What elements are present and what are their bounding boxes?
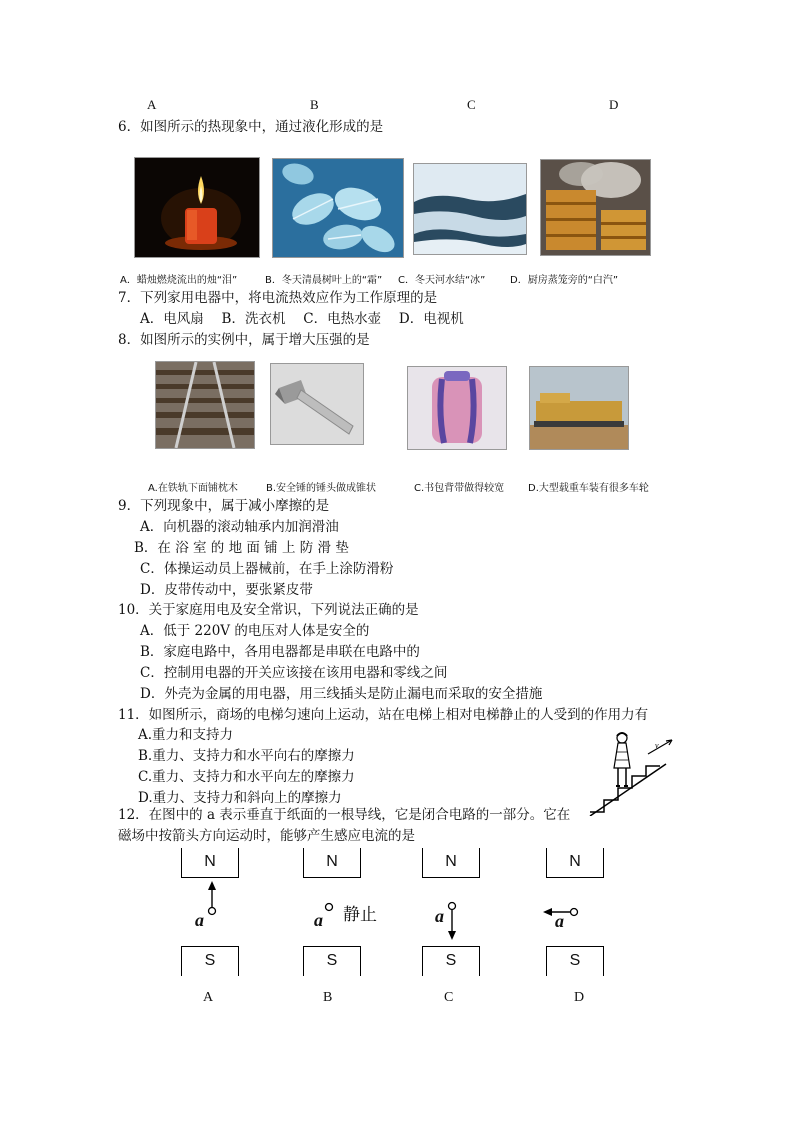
q10-option-d: D．外壳为金属的用电器，用三线插头是防止漏电而采取的安全措施 <box>140 686 543 702</box>
q6-caption-d: D．厨房蒸笼旁的“白汽” <box>510 275 619 286</box>
magnet-south-a: S <box>181 946 239 976</box>
heavy-truck-photo <box>529 366 629 450</box>
q10-option-a: A．低于 220V 的电压对人体是安全的 <box>140 623 370 639</box>
q12-label-c: C <box>444 990 454 1005</box>
q10-option-c: C．控制用电器的开关应该接在该用电器和零线之间 <box>140 665 448 681</box>
backpack-photo <box>407 366 507 450</box>
q12-stem-line1: 12．在图中的 a 表示垂直于纸面的一根导线，它是闭合电路的一部分。它在 <box>118 807 571 823</box>
option-label-c: C <box>467 97 476 112</box>
q6-caption-b: B．冬天清晨树叶上的“霜” <box>265 275 383 286</box>
option-label-a: A <box>147 97 157 112</box>
q9-option-b: B．在 浴 室 的 地 面 铺 上 防 滑 垫 <box>134 540 349 556</box>
q8-caption-b: B.安全锤的锤头做成锥状 <box>266 483 377 494</box>
wire-label-b: a <box>314 910 323 930</box>
q10-option-b: B．家庭电路中，各用电器都是串联在电路中的 <box>140 644 420 660</box>
q6-caption-c: C．冬天河水结“冰” <box>398 275 486 286</box>
steamer-photo <box>540 159 651 256</box>
q11-option-d: D.重力、支持力和斜向上的摩擦力 <box>138 790 342 806</box>
q9-stem: 9．下列现象中，属于减小摩擦的是 <box>118 498 330 514</box>
q6-caption-a: A．蜡烛燃烧流出的烛“泪” <box>120 275 238 286</box>
frozen-river-photo <box>413 163 527 255</box>
q8-caption-d: D.大型载重车装有很多车轮 <box>528 483 649 494</box>
q8-stem: 8．如图所示的实例中，属于增大压强的是 <box>118 332 370 348</box>
railway-photo <box>155 361 255 449</box>
option-label-d: D <box>609 97 619 112</box>
q9-option-a: A．向机器的滚动轴承内加润滑油 <box>140 519 339 535</box>
q11-option-b: B.重力、支持力和水平向右的摩擦力 <box>138 748 355 764</box>
escalator-figure <box>586 728 680 816</box>
q7-stem: 7．下列家用电器中，将电流热效应作为工作原理的是 <box>118 290 438 306</box>
candle-photo <box>134 157 260 258</box>
magnet-south-d: S <box>546 946 604 976</box>
q12-label-b: B <box>323 990 333 1005</box>
option-label-b: B <box>310 97 319 112</box>
q12-label-a: A <box>203 990 214 1005</box>
q8-caption-c: C.书包背带做得较宽 <box>414 483 505 494</box>
magnet-north-d: N <box>546 848 604 878</box>
wire-label-d: a <box>555 911 564 931</box>
q11-stem: 11．如图所示，商场的电梯匀速向上运动，站在电梯上相对电梯静止的人受到的作用力有 <box>118 707 649 723</box>
q11-option-c: C.重力、支持力和水平向左的摩擦力 <box>138 769 355 785</box>
q9-option-c: C．体操运动员上器械前，在手上涂防滑粉 <box>140 561 394 577</box>
magnet-north-a: N <box>181 848 239 878</box>
static-label: 静止 <box>343 905 377 925</box>
q12-label-d: D <box>574 990 585 1005</box>
q11-option-a: A.重力和支持力 <box>138 727 234 743</box>
wire-label-a: a <box>195 910 204 930</box>
wire-label-c: a <box>435 906 444 926</box>
velocity-label: v <box>655 741 659 750</box>
wire-b-static <box>322 900 336 914</box>
frost-leaves-photo <box>272 158 404 258</box>
q12-stem-line2: 磁场中按箭头方向运动时，能够产生感应电流的是 <box>118 828 415 844</box>
q6-stem: 6．如图所示的热现象中，通过液化形成的是 <box>118 119 384 135</box>
q8-caption-a: A.在铁轨下面铺枕木 <box>148 483 238 494</box>
magnet-north-c: N <box>422 848 480 878</box>
magnet-north-b: N <box>303 848 361 878</box>
safety-hammer-photo <box>270 363 364 445</box>
q7-options: A．电风扇 B．洗衣机 C．电热水壶 D．电视机 <box>140 311 464 327</box>
q10-stem: 10．关于家庭用电及安全常识，下列说法正确的是 <box>118 602 419 618</box>
q9-option-d: D．皮带传动中，要张紧皮带 <box>140 582 313 598</box>
magnet-south-c: S <box>422 946 480 976</box>
magnet-south-b: S <box>303 946 361 976</box>
